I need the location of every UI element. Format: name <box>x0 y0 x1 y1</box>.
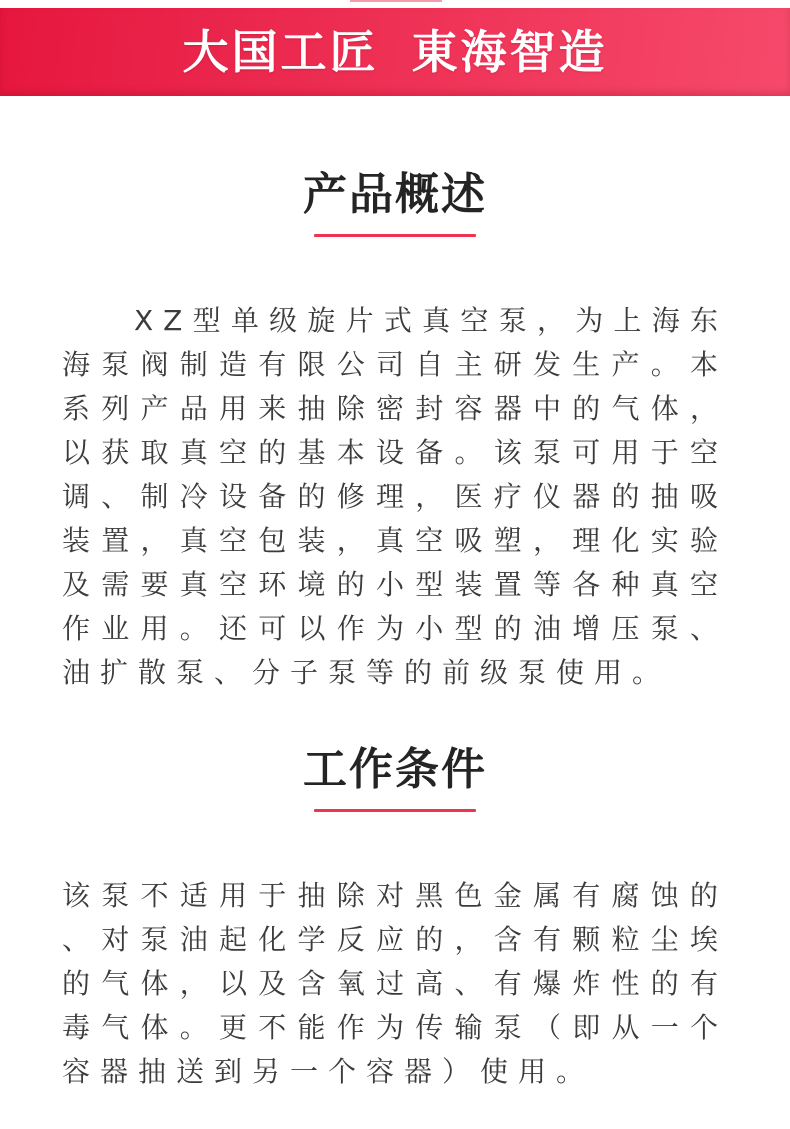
heading-underline <box>314 809 476 812</box>
working-conditions-heading: 工作条件 <box>303 744 487 795</box>
section-product-overview <box>0 170 790 695</box>
page-top-strip <box>0 0 790 8</box>
product-overview-heading: 产品概述 <box>303 169 487 220</box>
page-top-divider <box>350 0 442 2</box>
brand-banner <box>0 8 790 96</box>
working-conditions-paragraph: 该泵不适用于抽除对黑色金属有腐蚀的、对泵油起化学反应的，含有颗粒尘埃的气体，以及含氧过高、有爆炸性的有毒气体。更不能作为传输泵（即从一个容器抽送到另一个容器）使用。 <box>62 879 728 1088</box>
banner-title: 大国工匠 東海智造 <box>182 25 608 79</box>
section-working-conditions <box>0 745 790 1094</box>
product-overview-paragraph: XZ型单级旋片式真空泵，为上海东海泵阀制造有限公司自主研发生产。本系列产品用来抽除密封容器中的气体，以获取真空的基本设备。该泵可用于空调、制冷设备的修理，医疗仪器的抽吸装置，真空包装，真空吸塑，理化实验及需要真空环境的小型装置等各种真空作业用。还可以作为小型的油增压泵、油扩散泵、分子泵等的前级泵使用。 <box>62 304 728 689</box>
heading-underline <box>314 234 476 237</box>
